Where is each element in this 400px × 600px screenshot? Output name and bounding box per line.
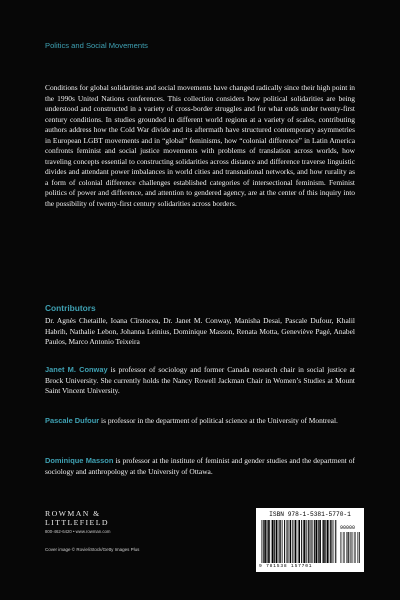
- price-code: 90000: [340, 525, 356, 531]
- barcode-bar: [263, 520, 264, 563]
- barcode-bar: [315, 520, 317, 563]
- publisher-name-line2: LITTLEFIELD: [45, 518, 109, 527]
- barcode-bar: [309, 520, 310, 563]
- barcode-bar: [342, 532, 343, 563]
- editor-name: Dominique Masson: [45, 456, 114, 465]
- editor-bio: [45, 365, 355, 397]
- barcode-bar: [271, 520, 272, 563]
- barcode-bar: [290, 520, 292, 563]
- barcode-bar: [287, 520, 288, 563]
- barcode-bar: [354, 532, 355, 563]
- barcode-bar: [267, 520, 268, 563]
- barcode-bar: [303, 520, 305, 563]
- barcode-bar: [286, 520, 287, 563]
- barcode-bar: [343, 532, 344, 563]
- cover-image-credit: Cover image © Rovie/iStock/Getty Images Plus: [45, 547, 140, 552]
- ean-digits: 9 781538 157701: [259, 564, 313, 569]
- editor-bio: [45, 416, 355, 427]
- contributors-heading: Contributors: [45, 303, 96, 313]
- series-title: Politics and Social Movements: [45, 41, 148, 50]
- publisher-logo: [45, 509, 165, 534]
- barcode-bar: [276, 520, 278, 563]
- barcode-bar: [280, 520, 281, 563]
- barcode-bar: [306, 520, 307, 563]
- barcode-bar: [327, 520, 329, 563]
- barcode-bar: [282, 520, 283, 563]
- barcode-bar: [318, 520, 319, 563]
- isbn-barcode: [256, 508, 364, 572]
- editor-bio: [45, 456, 355, 477]
- barcode-bars: [256, 508, 364, 572]
- barcode-bar: [279, 520, 280, 563]
- editor-bio-text: is professor of sociology and former Canada research chair in social justice at Brock University. She currently holds the Nancy Rowell Jackman Chair in Women’s Studies at Mount Saint Vincent University.: [45, 365, 355, 396]
- editor-name: Janet M. Conway: [45, 365, 108, 374]
- barcode-bar: [264, 520, 266, 563]
- barcode-bar: [355, 532, 356, 563]
- barcode-bar: [346, 532, 347, 563]
- barcode-bar: [352, 532, 353, 563]
- barcode-bar: [314, 520, 315, 563]
- publisher-contact: 800-462-6420 • www.rowman.com: [45, 529, 111, 534]
- barcode-bar: [331, 520, 332, 563]
- barcode-bar: [344, 532, 345, 563]
- barcode-bar: [325, 520, 326, 563]
- barcode-bar: [274, 520, 275, 563]
- barcode-bar: [308, 520, 309, 563]
- barcode-bar: [301, 520, 302, 563]
- barcode-bar: [350, 532, 351, 563]
- barcode-bar: [340, 532, 341, 563]
- barcode-bar: [348, 532, 349, 563]
- barcode-bar: [330, 520, 331, 563]
- editor-name: Pascale Dufour: [45, 416, 100, 425]
- barcode-bar: [353, 532, 354, 563]
- editor-bio-text: is professor in the department of political science at the University of Montreal.: [99, 416, 338, 425]
- barcode-bar: [261, 520, 262, 563]
- barcode-bar: [272, 520, 274, 563]
- barcode-bar: [312, 520, 313, 563]
- barcode-bar: [292, 520, 293, 563]
- contributors-list: Dr. Agnès Chetaille, Ioana Cîrstocea, Dr. Janet M. Conway, Manisha Desai, Pascale Dufour, Khalil Habrih, Nathalie Lebon, Johanna Leinius, Dominique Masson, Renata Motta, Geneviève Pagé, Anabel Paulos, Marco Antonio Teixeira: [45, 316, 355, 347]
- barcode-bar: [319, 520, 321, 563]
- book-description: Conditions for global solidarities and social movements have changed radically since their high point in the 1990s United Nations conferences. This collection considers how political solidarities are being understood and constructed in a variety of cross-border struggles and for what ends under twenty-first century conditions. In studies grounded in different world regions at a variety of scales, contributing authors address how the Cold War divide and its aftermath have structured contemporary asymmetries in European LGBT movements and in “global” feminisms, how “colonial difference” in Latin America confronts feminist and social justice movements with problems of translation across worlds, how traveling concepts essential to constructing solidarities across distance and difference traverse linguistic divides and attendant power imbalances in world cities and transnational networks, and how rurality as a form of colonial difference challenges established categories of intersectional feminism. Feminist politics of power and difference, and attention to gendered agency, are at the center of this inquiry into the possibility of twenty-first century solidarities across borders.: [45, 83, 355, 209]
- editor-bio-text: is professor at the institute of feminist and gender studies and the department of sociology and anthropology at the University of Ottawa.: [45, 456, 355, 476]
- barcode-bar: [284, 520, 285, 563]
- barcode-bar: [295, 520, 297, 563]
- publisher-name-line1: ROWMAN &: [45, 509, 101, 518]
- barcode-bar: [357, 532, 358, 563]
- barcode-bar: [323, 520, 325, 563]
- barcode-bar: [335, 520, 336, 563]
- barcode-bar: [298, 520, 300, 563]
- barcode-bar: [359, 532, 360, 563]
- barcode-bar: [268, 520, 270, 563]
- isbn-text: ISBN 978-1-5381-5770-1: [269, 511, 351, 518]
- barcode-bar: [297, 520, 298, 563]
- barcode-bar: [322, 520, 323, 563]
- barcode-bar: [347, 532, 348, 563]
- barcode-bar: [311, 520, 312, 563]
- barcode-bar: [334, 520, 335, 563]
